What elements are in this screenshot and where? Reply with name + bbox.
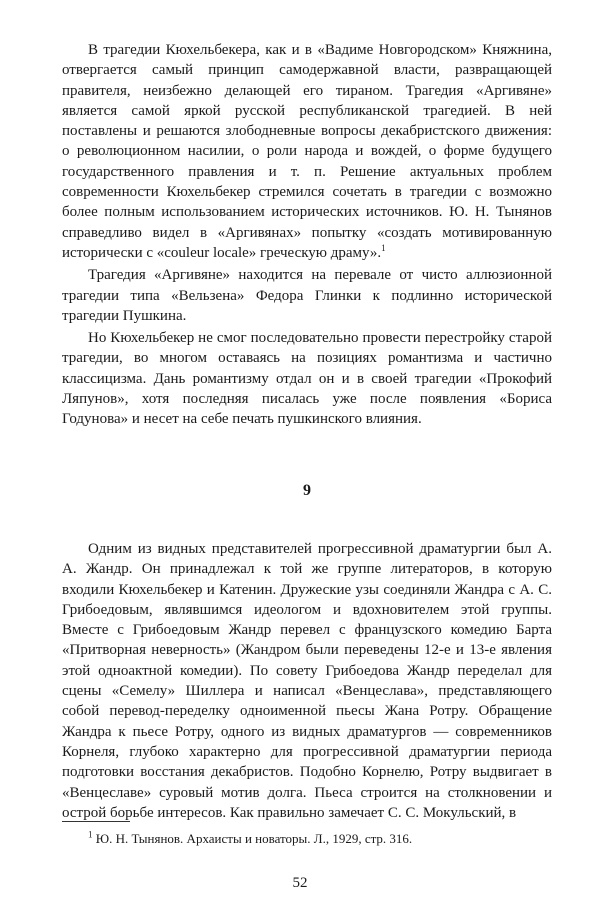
footnote-text: Ю. Н. Тынянов. Архаисты и новаторы. Л., 1929, стр. 316. <box>95 831 413 846</box>
footnote-marker: 1 <box>88 829 93 840</box>
paragraph-text: В трагедии Кюхельбекера, как и в «Вадиме Новгородском» Княжнина, отвергается самый принцип самодержавной власти, развращающей правителя, неизбежно делающей его тираном. Трагедия «Аргивяне» является самой яркой русской республиканской трагедией. В ней поставлены и решаются злободневные вопросы декабристского движения: о революционном насилии, о роли народа и вождей, о форме будущего государственного правления и т. п. Решение актуальных проблем современности Кюхельбекер стремился сочетать в трагедии с возможно более полным использованием исторических источников. Ю. Н. Тынянов справедливо видел в «Аргивянах» попытку «создать мотивированную исторически с «couleur locale» греческую драму». <box>62 42 552 261</box>
footnote-divider <box>62 821 130 822</box>
section-1 <box>62 40 552 430</box>
footnote-marker: 1 <box>381 242 386 253</box>
section-2 <box>62 539 552 823</box>
paragraph <box>62 40 552 263</box>
section-number: 9 <box>303 482 311 499</box>
paragraph: Одним из видных представителей прогрессивной драматургии был А. А. Жандр. Он принадлежал к той же группе литераторов, в которую входили Кюхельбекер и Катенин. Дружеские узы соединяли Жандра с А. С. Грибоедовым, являвшимся идеологом и вдохновителем этой группы. Вместе с Грибоедовым Жандр перевел с французского комедию Барта «Притворная неверность» (Жандром были переведены 12-е и 13-е явления этой одноактной комедии). По совету Грибоедова Жандр переделал для сцены «Семелу» Шиллера и написал «Венцеслава», представляющего собой перевод-переделку одноименной пьесы Жана Ротру. Обращение Жандра к пьесе Ротру, одного из видных драматургов — современников Корнеля, глубоко характерно для прогрессивной драматургии периода подготовки восстания декабристов. Подобно Корнелю, Ротру выдвигает в «Венцеславе» суровый мотив долга. Пьеса строится на столкновении и острой борьбе интересов. Как правильно замечает С. С. Мокульский, в <box>62 541 552 821</box>
paragraph: Трагедия «Аргивяне» находится на перевале от чисто аллюзионной трагедии типа «Вельзена» Федора Глинки к подлинно исторической трагедии Пушкина. <box>62 267 552 324</box>
footnote <box>62 830 552 847</box>
page-body <box>62 40 552 821</box>
paragraph: Но Кюхельбекер не смог последовательно провести перестройку старой трагедии, во многом оставаясь на позициях романтизма и частично классицизма. Дань романтизму отдал он и в своей трагедии «Прокофий Ляпунов», хотя последняя писалась уже после появления «Бориса Годунова» и несет на себе печать пушкинского влияния. <box>62 330 552 428</box>
page-number: 52 <box>292 875 308 891</box>
